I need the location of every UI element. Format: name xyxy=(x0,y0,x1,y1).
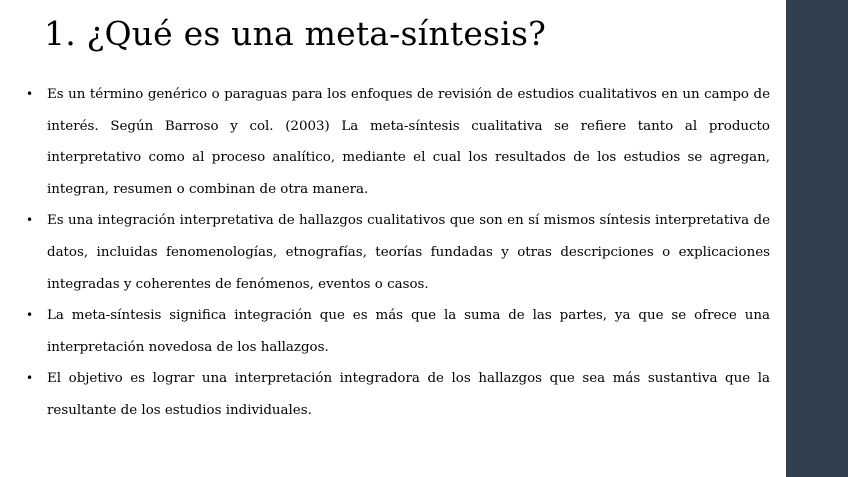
bullet-text: La meta-síntesis significa integración que es más que la suma de las partes, ya que se ofrece una interpretación novedosa de los hallazgos. xyxy=(47,308,770,355)
bullet-list xyxy=(24,79,770,427)
bullet-dot-icon: • xyxy=(26,308,34,323)
bullet-dot-icon: • xyxy=(26,371,34,386)
bullet-text: El objetivo es lograr una interpretación integradora de los hallazgos que sea más sustantiva que la resultante de los estudios individuales. xyxy=(47,371,770,418)
bullet-dot-icon: • xyxy=(26,213,34,228)
bullet-item xyxy=(24,79,770,205)
bullet-text: Es un término genérico o paraguas para los enfoques de revisión de estudios cualitativos en un campo de interés. Según Barroso y col. (2003) La meta-síntesis cualitativa se refiere tanto al producto interpretativo como al proceso analítico, mediante el cual los resultados de los estudios se agregan, integran, resumen o combinan de otra manera. xyxy=(47,87,770,197)
bullet-item xyxy=(24,300,770,363)
bullet-item xyxy=(24,205,770,300)
bullet-text: Es una integración interpretativa de hallazgos cualitativos que son en sí mismos síntesis interpretativa de datos, incluidas fenomenologías, etnografías, teorías fundadas y otras descripciones o explicaciones integradas y coherentes de fenómenos, eventos o casos. xyxy=(47,213,770,292)
bullet-dot-icon: • xyxy=(26,87,34,101)
side-accent-bar xyxy=(786,0,848,477)
slide-title: 1. ¿Qué es una meta-síntesis? xyxy=(44,14,546,53)
bullet-item xyxy=(24,363,770,426)
